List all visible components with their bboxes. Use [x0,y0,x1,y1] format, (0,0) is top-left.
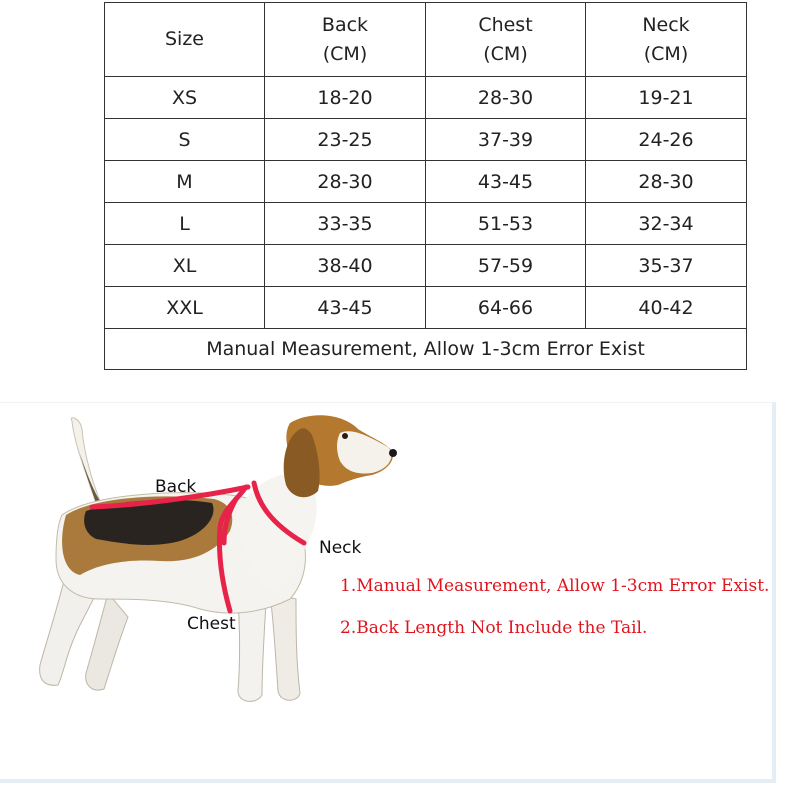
header-neck [586,3,747,77]
back-label: Back [155,477,197,497]
header-unit: (CM) [322,42,368,65]
chest-cell: 28-30 [426,77,586,119]
header-label: Size [164,28,204,50]
neck-cell: 35-37 [586,245,747,287]
neck-cell: 24-26 [586,119,747,161]
dog-eye [342,433,348,439]
neck-cell: 19-21 [586,77,747,119]
table-header-row [105,3,747,77]
header-label: Neck [642,13,690,36]
dog-front-leg [238,599,266,701]
dog-tail [71,418,100,503]
header-unit: (CM) [643,42,689,65]
measurement-diagram-panel [0,402,776,783]
back-cell: 38-40 [265,245,426,287]
back-cell: 23-25 [265,119,426,161]
chest-cell: 37-39 [426,119,586,161]
neck-cell: 40-42 [586,287,747,329]
table-row [105,161,747,203]
measurement-note: Manual Measurement, Allow 1-3cm Error Exist [105,329,747,370]
size-cell: S [105,119,265,161]
neck-label: Neck [319,538,362,558]
chest-cell: 64-66 [426,287,586,329]
dog-nose [389,449,397,457]
back-cell: 33-35 [265,203,426,245]
size-cell: M [105,161,265,203]
header-size [105,3,265,77]
header-chest [426,3,586,77]
chest-cell: 51-53 [426,203,586,245]
note-back-length: 2.Back Length Not Include the Tail. [340,618,648,638]
size-cell: L [105,203,265,245]
chest-cell: 43-45 [426,161,586,203]
neck-cell: 32-34 [586,203,747,245]
size-cell: XS [105,77,265,119]
header-unit: (CM) [483,42,528,65]
table-row [105,203,747,245]
neck-cell: 28-30 [586,161,747,203]
table-row [105,119,747,161]
back-cell: 28-30 [265,161,426,203]
header-label: Chest [478,13,533,36]
back-cell: 18-20 [265,77,426,119]
size-cell: XXL [105,287,265,329]
back-cell: 43-45 [265,287,426,329]
size-chart-table [104,2,747,370]
chest-cell: 57-59 [426,245,586,287]
chest-label: Chest [187,614,236,634]
header-back [265,3,426,77]
note-manual-measurement: 1.Manual Measurement, Allow 1-3cm Error Exist. [340,576,770,596]
table-row [105,287,747,329]
size-cell: XL [105,245,265,287]
table-footer-row [105,329,747,370]
header-label: Back [321,13,369,36]
table-row [105,245,747,287]
table-row [105,77,747,119]
